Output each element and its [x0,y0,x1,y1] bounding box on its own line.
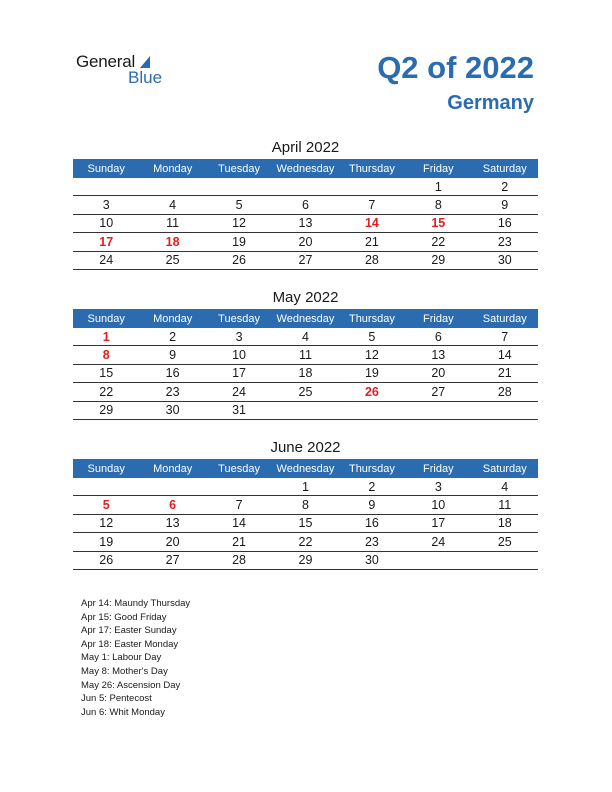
empty-day-cell [206,478,272,496]
empty-day-cell [472,401,538,419]
week-row [73,251,538,269]
holiday-note: Apr 18: Easter Monday [81,638,179,650]
week-row [73,346,538,364]
day-cell: 1 [73,328,139,346]
week-row [73,533,538,551]
day-cell: 9 [472,196,538,214]
day-cell: 28 [206,551,272,569]
day-cell: 14 [206,514,272,532]
day-cell: 12 [339,346,405,364]
empty-day-cell [139,478,205,496]
day-cell: 8 [405,196,471,214]
day-cell: 23 [139,383,205,401]
month-calendar [73,437,538,570]
day-cell: 26 [206,251,272,269]
day-cell: 20 [272,233,338,251]
holiday-note: Jun 6: Whit Monday [81,706,165,718]
weekday-header: Thursday [339,309,405,328]
weekday-header: Tuesday [206,459,272,478]
day-cell: 2 [139,328,205,346]
holiday-note: Apr 15: Good Friday [81,611,167,623]
day-cell: 23 [472,233,538,251]
day-cell: 11 [139,214,205,232]
day-cell: 18 [272,364,338,382]
day-cell: 2 [339,478,405,496]
day-cell: 23 [339,533,405,551]
week-row [73,233,538,251]
month-calendar [73,137,538,270]
day-cell: 24 [405,533,471,551]
day-cell: 28 [339,251,405,269]
holiday-note: Apr 14: Maundy Thursday [81,598,191,609]
day-cell: 16 [139,364,205,382]
day-cell: 5 [73,496,139,514]
weekday-header: Sunday [73,459,139,478]
week-row [73,178,538,196]
day-cell: 13 [272,214,338,232]
day-cell: 22 [272,533,338,551]
weekday-header: Wednesday [272,459,338,478]
empty-day-cell [73,478,139,496]
weekday-header: Monday [139,309,205,328]
day-cell: 22 [73,383,139,401]
empty-day-cell [272,178,338,196]
brand-logo [76,52,176,88]
day-cell: 29 [405,251,471,269]
day-cell: 1 [272,478,338,496]
day-cell: 15 [73,364,139,382]
holiday-note: May 26: Ascension Day [81,679,181,691]
logo-blue-text: Blue [128,68,163,87]
weekday-header: Sunday [73,159,139,178]
month-title: June 2022 [270,439,341,456]
day-cell: 14 [339,214,405,232]
weekday-header: Monday [139,459,205,478]
day-cell: 11 [272,346,338,364]
day-cell: 29 [73,401,139,419]
weekday-header: Wednesday [272,309,338,328]
weekday-header: Tuesday [206,159,272,178]
day-cell: 31 [206,401,272,419]
empty-day-cell [405,401,471,419]
week-row [73,383,538,401]
day-cell: 18 [139,233,205,251]
holiday-note: Apr 17: Easter Sunday [81,625,177,637]
holiday-note: May 1: Labour Day [81,652,162,664]
day-cell: 28 [472,383,538,401]
day-cell: 5 [339,328,405,346]
week-row [73,478,538,496]
country-name: Germany [447,92,534,114]
day-cell: 21 [339,233,405,251]
calendar-grid [73,159,538,270]
day-cell: 12 [206,214,272,232]
weekday-header: Sunday [73,309,139,328]
day-cell: 15 [272,514,338,532]
week-row [73,551,538,569]
day-cell: 4 [139,196,205,214]
day-cell: 20 [405,364,471,382]
calendar-grid [73,309,538,420]
weekday-header: Friday [405,309,471,328]
weekday-header: Friday [405,459,471,478]
day-cell: 5 [206,196,272,214]
day-cell: 8 [73,346,139,364]
day-cell: 16 [472,214,538,232]
day-cell: 25 [472,533,538,551]
empty-day-cell [139,178,205,196]
weekday-header: Saturday [472,309,538,328]
day-cell: 21 [206,533,272,551]
week-row [73,328,538,346]
day-cell: 1 [405,178,471,196]
day-cell: 3 [73,196,139,214]
day-cell: 29 [272,551,338,569]
empty-day-cell [73,178,139,196]
empty-day-cell [339,178,405,196]
day-cell: 10 [73,214,139,232]
day-cell: 6 [272,196,338,214]
weekday-header: Saturday [472,459,538,478]
weekday-header: Saturday [472,159,538,178]
day-cell: 9 [339,496,405,514]
week-row [73,196,538,214]
week-row [73,401,538,419]
day-cell: 30 [339,551,405,569]
logo-general-text: General [76,52,136,71]
day-cell: 9 [139,346,205,364]
empty-day-cell [405,551,471,569]
day-cell: 15 [405,214,471,232]
day-cell: 13 [139,514,205,532]
day-cell: 6 [139,496,205,514]
week-row [73,364,538,382]
day-cell: 7 [206,496,272,514]
day-cell: 14 [472,346,538,364]
day-cell: 7 [472,328,538,346]
day-cell: 3 [206,328,272,346]
empty-day-cell [339,401,405,419]
day-cell: 27 [405,383,471,401]
day-cell: 24 [206,383,272,401]
weekday-header: Thursday [339,159,405,178]
day-cell: 4 [272,328,338,346]
empty-day-cell [206,178,272,196]
day-cell: 17 [206,364,272,382]
day-cell: 26 [73,551,139,569]
day-cell: 19 [73,533,139,551]
holiday-list [81,597,190,719]
day-cell: 18 [472,514,538,532]
weekday-header: Thursday [339,459,405,478]
weekday-header: Monday [139,159,205,178]
day-cell: 17 [405,514,471,532]
day-cell: 30 [139,401,205,419]
week-row [73,496,538,514]
day-cell: 24 [73,251,139,269]
day-cell: 17 [73,233,139,251]
calendar-grid [73,459,538,570]
day-cell: 8 [272,496,338,514]
day-cell: 25 [272,383,338,401]
day-cell: 3 [405,478,471,496]
weekday-header: Friday [405,159,471,178]
empty-day-cell [272,401,338,419]
weekday-header: Wednesday [272,159,338,178]
day-cell: 19 [339,364,405,382]
day-cell: 30 [472,251,538,269]
logo-triangle-icon [140,56,150,68]
day-cell: 13 [405,346,471,364]
month-title: May 2022 [272,289,339,306]
day-cell: 4 [472,478,538,496]
day-cell: 12 [73,514,139,532]
day-cell: 20 [139,533,205,551]
day-cell: 11 [472,496,538,514]
empty-day-cell [472,551,538,569]
day-cell: 10 [405,496,471,514]
day-cell: 25 [139,251,205,269]
day-cell: 6 [405,328,471,346]
day-cell: 7 [339,196,405,214]
day-cell: 27 [139,551,205,569]
day-cell: 19 [206,233,272,251]
day-cell: 21 [472,364,538,382]
day-cell: 16 [339,514,405,532]
day-cell: 10 [206,346,272,364]
day-cell: 27 [272,251,338,269]
day-cell: 2 [472,178,538,196]
page-title: Q2 of 2022 [377,50,534,85]
day-cell: 26 [339,383,405,401]
holiday-note: May 8: Mother's Day [81,665,168,677]
month-calendar [73,287,538,420]
month-title: April 2022 [271,139,340,156]
week-row [73,514,538,532]
weekday-header: Tuesday [206,309,272,328]
day-cell: 22 [405,233,471,251]
week-row [73,214,538,232]
holiday-note: Jun 5: Pentecost [81,693,152,705]
